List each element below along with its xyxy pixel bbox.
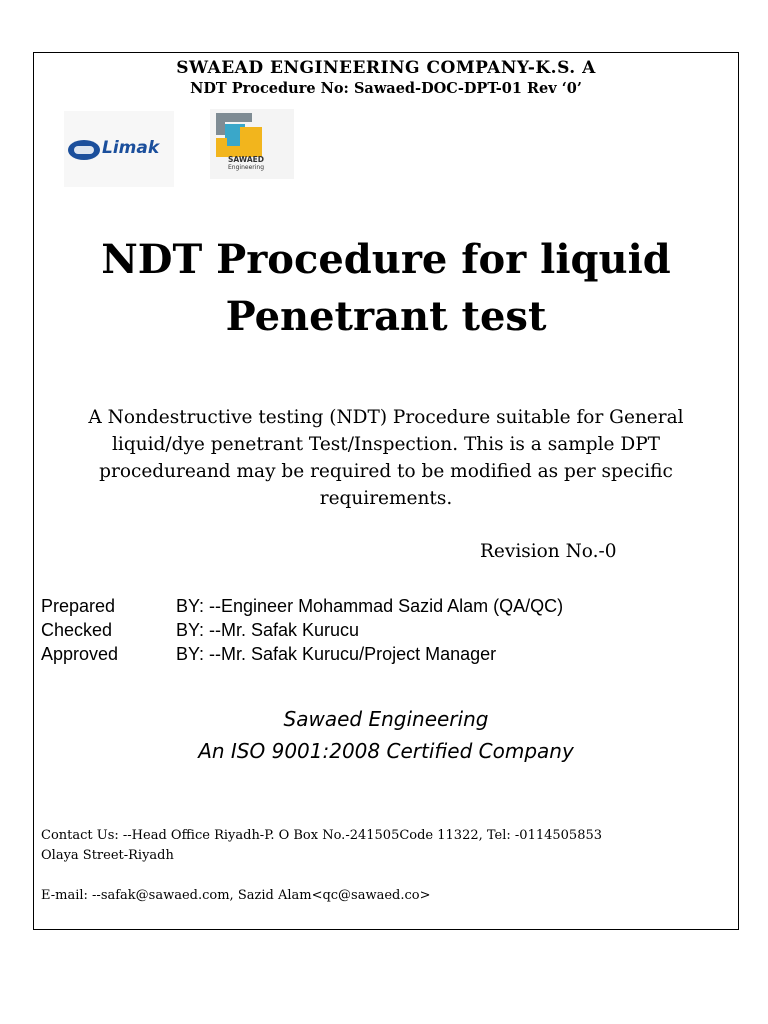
signoff-by: BY: --Mr. Safak Kurucu — [176, 620, 360, 640]
signoff-by: BY: --Mr. Safak Kurucu/Project Manager — [176, 644, 497, 664]
signoff-row-prepared — [41, 594, 563, 618]
signoff-row-checked — [41, 618, 563, 642]
limak-logo-text: Limak — [102, 138, 160, 158]
signoff-block — [41, 594, 563, 666]
document-title — [34, 231, 738, 345]
document-header — [34, 57, 738, 99]
limak-logo — [64, 111, 174, 187]
company-name: SWAEAD ENGINEERING COMPANY-K.S. A — [176, 58, 596, 78]
signoff-role: Checked — [41, 620, 113, 640]
title-line-2: Penetrant test — [225, 293, 547, 340]
contact-info — [41, 826, 602, 866]
company-tagline — [34, 703, 738, 767]
document-page — [33, 52, 739, 930]
tagline-certification: An ISO 9001:2008 Certified Company — [198, 739, 574, 763]
contact-address-line-2: Olaya Street-Riyadh — [41, 848, 174, 863]
sawaed-logo — [210, 109, 294, 179]
signoff-role: Approved — [41, 644, 119, 664]
sawaed-logo-name: SAWAED — [228, 155, 264, 164]
contact-address-line-1: Contact Us: --Head Office Riyadh-P. O Box No.-241505Code 11322, Tel: -0114505853 — [41, 828, 603, 843]
signoff-by: BY: --Engineer Mohammad Sazid Alam (QA/QC) — [176, 596, 564, 616]
title-line-1: NDT Procedure for liquid — [101, 236, 671, 283]
revision-number: Revision No.-0 — [480, 541, 617, 562]
procedure-number: NDT Procedure No: Sawaed-DOC-DPT-01 Rev ‘0’ — [190, 80, 582, 97]
signoff-role: Prepared — [41, 596, 116, 616]
sawaed-emblem-icon — [216, 113, 262, 157]
signoff-row-approved — [41, 642, 563, 666]
tagline-company-name: Sawaed Engineering — [283, 707, 489, 731]
sawaed-logo-subtitle: Engineering — [228, 164, 264, 171]
contact-email: E-mail: --safak@sawaed.com, Sazid Alam<qc@sawaed.co> — [41, 888, 431, 903]
document-description: A Nondestructive testing (NDT) Procedure suitable for General liquid/dye penetrant Test/Inspection. This is a sample DPT procedureand may be required to be modified as per specific requirements. — [88, 407, 684, 509]
limak-emblem-icon — [68, 140, 100, 160]
